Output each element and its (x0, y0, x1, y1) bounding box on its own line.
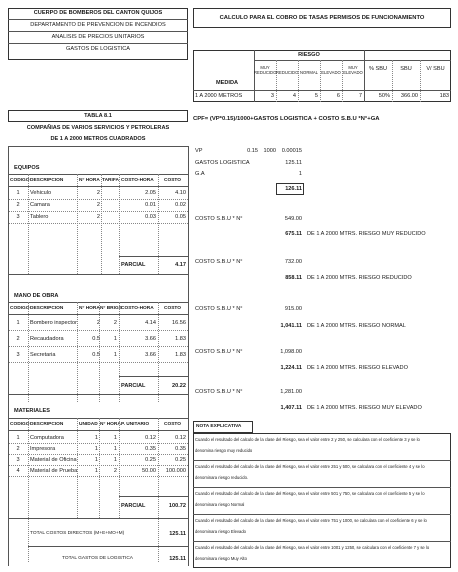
cell: 0.35 (175, 446, 186, 452)
mano-col-descripcion: DESCRIPCION (30, 306, 64, 311)
formula: CPF= (VP*0.15)/1000+GASTOS LOGISTICA + COSTO S.B.U *N°+GA (193, 116, 380, 122)
cell: 3 (270, 93, 274, 99)
cell: 1 (16, 190, 20, 196)
equipos-col-descripcion: DESCRIPCION (30, 178, 64, 183)
cell: 6 (336, 93, 340, 99)
cell: Bombero inspector (30, 320, 77, 326)
equipos-col-tarifa: TARIFA (102, 178, 119, 183)
cell: 0.5 (92, 336, 100, 342)
cell: 2 (16, 202, 20, 208)
cost-total: 675.11 (285, 231, 302, 237)
total-directos-label: TOTAL COSTOS DIRECTOS (M+E+MO+M) (30, 531, 125, 536)
cell: 3 (16, 214, 20, 220)
cell: 1 (94, 446, 98, 452)
cell: 0.5 (92, 352, 100, 358)
cell: 0.15 (247, 148, 258, 154)
cell: 2 (16, 336, 20, 342)
cost-total: 1,407.11 (280, 405, 302, 411)
cell: 2 (96, 320, 100, 326)
cost-value: 732.00 (284, 259, 302, 265)
cell: Material de Prueba (30, 468, 78, 474)
cell: 2 (96, 202, 100, 208)
cell: 4 (16, 468, 20, 474)
cell: 5 (314, 93, 318, 99)
cell: VP (195, 148, 203, 154)
riesgo-col-muy-elevado: MUY ELEVADO (343, 65, 363, 75)
equipos-parcial: 4.17 (175, 262, 186, 268)
riesgo-col-normal: NORMAL (300, 70, 318, 75)
cell: 0.35 (145, 446, 156, 452)
cell: 0.12 (175, 435, 186, 441)
materiales-col-hora: N° HORA (100, 422, 121, 427)
cost-value: 549.00 (284, 216, 302, 222)
cell: 2 (96, 190, 100, 196)
cell: 1 (94, 468, 98, 474)
cost-desc: DE 1 A 2000 MTRS. RIESGO REDUCIDO (307, 275, 412, 281)
cost-desc: DE 1 A 2000 MTRS. RIESGO NORMAL (307, 323, 406, 329)
cost-label: COSTO S.B.U * N° (195, 349, 243, 355)
cell: 50% (378, 93, 390, 99)
cost-value: 1,281.00 (280, 389, 302, 395)
note-line: Cuando el resultado del calculo de la clase del Riesgo, sea el valor entre 751 y 1000, se calculara con el coeficiente 6 y se lo (195, 518, 427, 523)
tabla-label: TABLA 8.1 (84, 113, 112, 119)
materiales-col-costo: COSTO (164, 422, 181, 427)
cell: 1 (113, 435, 117, 441)
note-line: denominara riesgo Normal (195, 502, 245, 507)
header-line-3: ANALISIS DE PRECIOS UNITARIOS (51, 34, 145, 40)
cell: 1 (16, 320, 20, 326)
note-line: Cuando el resultado del calculo de la clase del Riesgo, sea el valor entre 501 y 750, se calculara con el coeficiente 5 y se lo (195, 491, 425, 496)
cell: 2 (96, 214, 100, 220)
cell: 7 (358, 93, 362, 99)
equipos-col-costo-hora: COSTO-HORA (121, 178, 154, 183)
mano-col-hora: N° HORA (79, 306, 100, 311)
cell: 3 (16, 457, 20, 463)
calc-total: 126.11 (285, 186, 302, 192)
materiales-title: MATERIALES (14, 408, 50, 414)
cell: Tablero (30, 214, 49, 220)
cell: 1.83 (175, 336, 186, 342)
cell: 1 (94, 457, 98, 463)
materiales-col-unidad: UNIDAD (79, 422, 98, 427)
cell: 50.00 (142, 468, 156, 474)
riesgo-label: RIESGO (298, 52, 320, 58)
col-v-sbu: V/ SBU (426, 66, 445, 72)
cell: Material de Oficina (30, 457, 77, 463)
cost-total: 1,224.11 (280, 365, 302, 371)
cell: Secretaria (30, 352, 56, 358)
cell: 100.000 (165, 468, 186, 474)
cost-value: 915.00 (284, 306, 302, 312)
cell: 4 (292, 93, 296, 99)
cell: 0.05 (175, 214, 186, 220)
note-line: denominara riesgo Muy Alto (195, 556, 247, 561)
materiales-parcial: 100.72 (168, 503, 186, 509)
cell: 0.25 (175, 457, 186, 463)
cell: 4.10 (175, 190, 186, 196)
total-gastos-label: TOTAL GASTOS DE LOGISTICA (62, 556, 133, 561)
cell: 2 (113, 468, 117, 474)
header-line-4: GASTOS DE LOGISTICA (66, 46, 130, 52)
cell: 16.56 (172, 320, 186, 326)
mano-col-costo-hora: COSTO-HORA (121, 306, 154, 311)
cell: 1 (113, 336, 117, 342)
cell: 0.12 (145, 435, 156, 441)
cell: 1 (113, 457, 117, 463)
riesgo-col-elevado: ELEVADO (321, 70, 341, 75)
nota-title: NOTA EXPLICATIVA (196, 424, 242, 429)
cell: G.A (195, 171, 205, 177)
cell: 1 (113, 446, 117, 452)
medida-label: MEDIDA (216, 80, 239, 86)
cost-label: COSTO S.B.U * N° (195, 216, 243, 222)
riesgo-col-reducido: REDUCIDO (276, 70, 299, 75)
cell: Vehiculo (30, 190, 52, 196)
cell: 1 A 2000 METROS (195, 93, 243, 99)
col-sbu: SBU (400, 66, 412, 72)
cell: 1 (298, 171, 302, 177)
cell: Recaudadora (30, 336, 64, 342)
cell: 4.14 (145, 320, 156, 326)
cost-desc: DE 1 A 2000 MTRS. RIESGO MUY REDUCIDO (307, 231, 426, 237)
cell: 366.00 (400, 93, 418, 99)
cost-value: 1,098.00 (280, 349, 302, 355)
cost-label: COSTO S.B.U * N° (195, 389, 243, 395)
cell: 0.03 (145, 214, 156, 220)
cost-desc: DE 1 A 2000 MTRS. RIESGO MUY ELEVADO (307, 405, 422, 411)
mano-parcial-label: PARCIAL (121, 383, 146, 389)
note-line: Cuando el resultado del calculo de la clase del Riesgo, sea el valor entre 1001 y 1250, se calculara con el coeficiente 7 y se lo (195, 545, 430, 550)
company-line-1: COMPAÑIAS DE VARIOS SERVICIOS Y PETROLERAS (26, 125, 170, 131)
cell: 2.05 (145, 190, 156, 196)
cost-label: COSTO S.B.U * N° (195, 306, 243, 312)
cell: 1.83 (175, 352, 186, 358)
materiales-col-codigo: CODIGO (10, 422, 30, 427)
col-pct-sbu: % SBU (368, 66, 388, 72)
cell: 2 (113, 320, 117, 326)
cell: Camara (30, 202, 50, 208)
note-line: Cuando el resultado del calculo de la clase del Riesgo, sea el valor entre 2 y 250, se calculara con el coeficiente 3 y se lo (195, 437, 420, 442)
cost-desc: DE 1 A 2000 MTRS. RIESGO ELEVADO (307, 365, 408, 371)
materiales-col-descripcion: DESCRIPCION (30, 422, 64, 427)
mano-col-brigs: N° BRIGS (100, 306, 122, 311)
header-line-2: DEPARTAMENTO DE PREVENCION DE INCENDIOS (30, 22, 166, 28)
cell: 1 (16, 435, 20, 441)
cell: 1000 (263, 148, 276, 154)
total-gastos: 125.11 (169, 556, 186, 562)
materiales-col-unitario: P. UNITARIO (121, 422, 150, 427)
mano-col-codigo: CODIGO (10, 306, 30, 311)
right-title: CALCULO PARA EL COBRO DE TASAS PERMISOS DE FUNCIONAMIENTO (219, 15, 425, 21)
cell: 0.25 (145, 457, 156, 463)
note-line: denomina riesgo muy reducido (195, 448, 253, 453)
materiales-parcial-label: PARCIAL (121, 503, 146, 509)
cost-total: 858.11 (285, 275, 302, 281)
cell: 1 (94, 435, 98, 441)
cell: 3 (16, 352, 20, 358)
cell: 183 (439, 93, 449, 99)
cell: 3.66 (145, 336, 156, 342)
header-line-1: CUERPO DE BOMBEROS DEL CANTON QUIJOS (33, 10, 163, 16)
equipos-col-codigo: CODIGO (10, 178, 30, 183)
cell: 1 (113, 352, 117, 358)
equipos-col-hora: N° HORA (79, 178, 100, 183)
total-directos: 125.11 (169, 531, 186, 537)
cell: GASTOS LOGISTICA (195, 160, 250, 166)
cost-total: 1,041.11 (280, 323, 302, 329)
mano-title: MANO DE OBRA (14, 293, 59, 299)
cell: Computadora (30, 435, 64, 441)
cell: 0.00015 (281, 148, 302, 154)
company-line-2: DE 1 A 2000 METROS CUADRADOS (50, 136, 146, 142)
mano-parcial: 20.22 (172, 383, 186, 389)
cost-label: COSTO S.B.U * N° (195, 259, 243, 265)
cell: 0.01 (145, 202, 156, 208)
equipos-title: EQUIPOS (14, 165, 40, 171)
note-line: denominara riesgo Elevado (195, 529, 246, 534)
cell: Impresora (30, 446, 56, 452)
cell: 125.11 (285, 160, 302, 166)
equipos-parcial-label: PARCIAL (121, 262, 146, 268)
note-line: denominara riesgo reducido. (195, 475, 249, 480)
riesgo-col-muy-reducido: MUY REDUCIDO (254, 65, 277, 75)
equipos-col-costo: COSTO (164, 178, 181, 183)
cell: 0.02 (175, 202, 186, 208)
mano-col-costo: COSTO (164, 306, 181, 311)
note-line: Cuando el resultado del calculo de la clase del Riesgo, sea el valor entre 251 y 500, se calculara con el coeficiente 4 y se lo (195, 464, 425, 469)
cell: 2 (16, 446, 20, 452)
cell: 3.66 (145, 352, 156, 358)
